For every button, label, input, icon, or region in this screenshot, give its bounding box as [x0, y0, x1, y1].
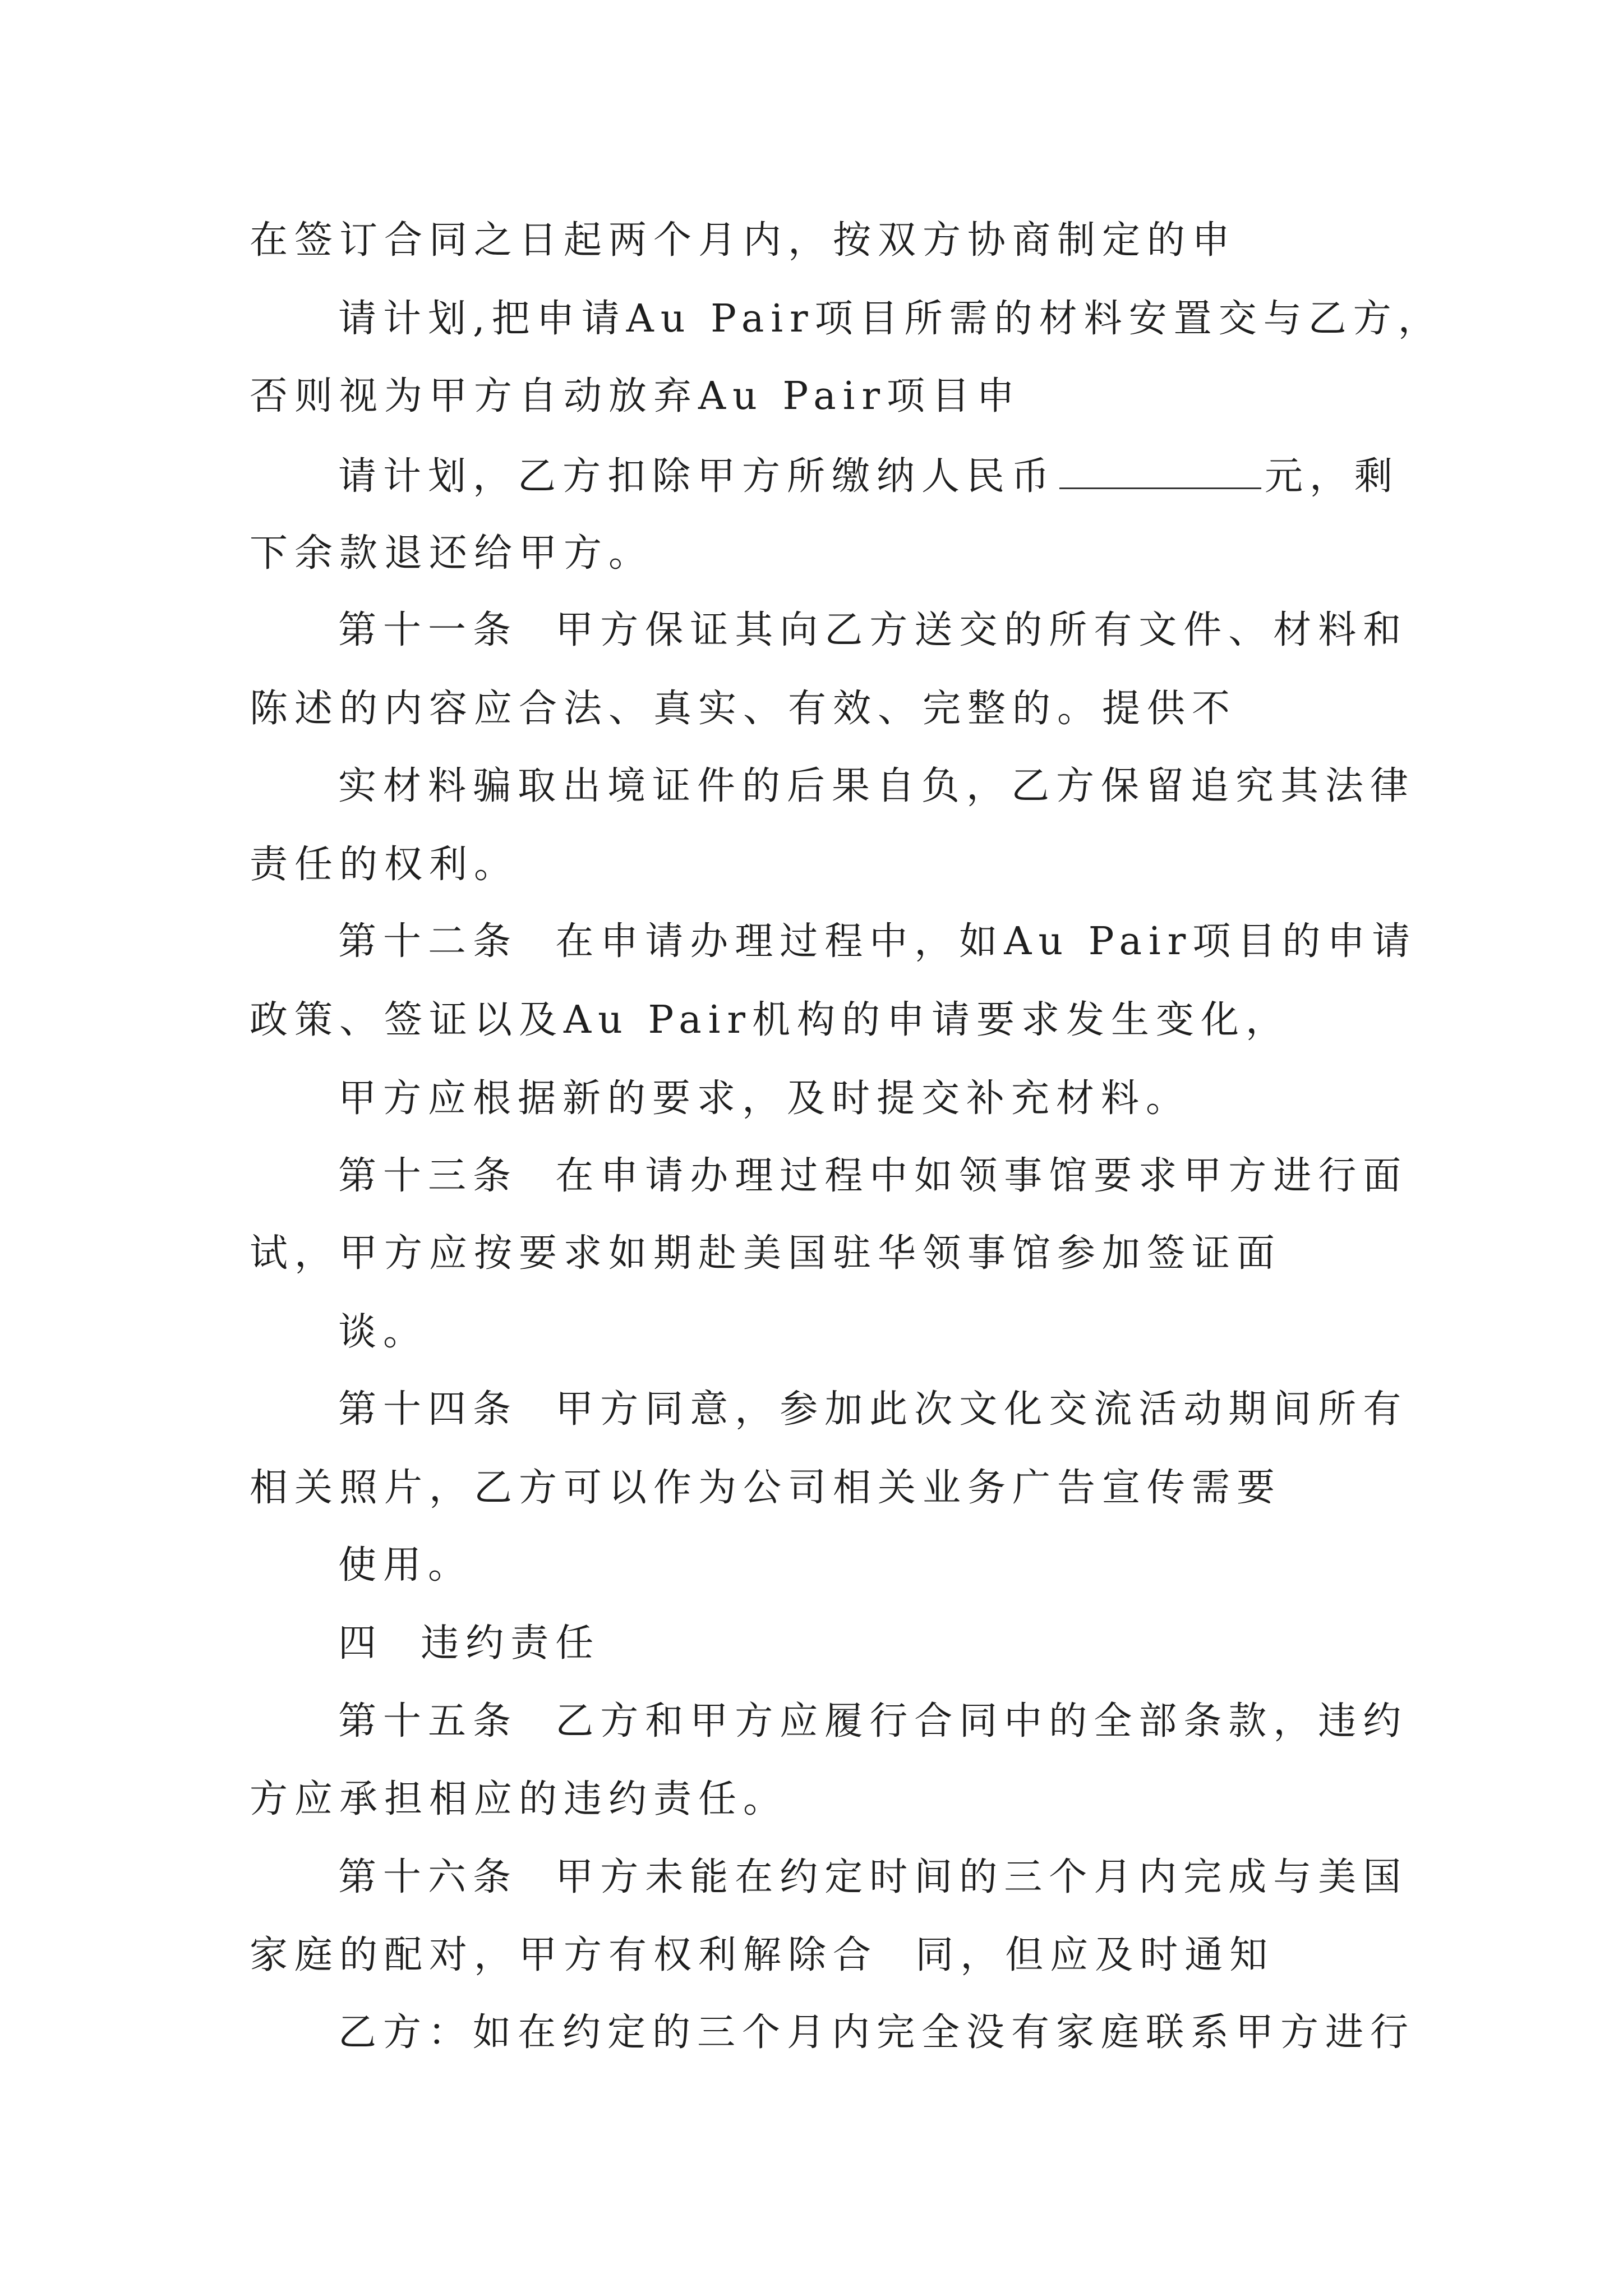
text-line-14 — [250, 1231, 1282, 1276]
text-line-17 — [250, 1466, 1282, 1510]
line-text: 第十六条 甲方未能在约定时间的三个月内完成与美国 — [338, 1855, 1408, 1899]
text-line-16 — [338, 1387, 1408, 1432]
line-text: 陈述的内容应合法、真实、有效、完整的。提供不 — [250, 687, 1237, 731]
section-heading — [338, 1621, 601, 1665]
text-line-10 — [338, 919, 1417, 964]
line-text: 第十五条 乙方和甲方应履行合同中的全部条款，违约 — [338, 1699, 1408, 1743]
line-text: 使用。 — [338, 1543, 473, 1588]
line-text: 政策、签证以及Au Pair机构的申请要求发生变化， — [250, 998, 1291, 1042]
text-line-18 — [338, 1543, 473, 1588]
line-text: 第十一条 甲方保证其向乙方送交的所有文件、材料和 — [338, 608, 1408, 652]
line-text: 家庭的配对，甲方有权利解除合 同，但应及时通知 — [250, 1933, 1275, 1977]
text-line-9 — [250, 843, 519, 887]
line-text: 请计划，乙方扣除甲方所缴纳人民币 — [338, 454, 1057, 499]
text-line-5 — [250, 531, 654, 576]
line-text: 元，剩 — [1265, 454, 1400, 499]
line-text: 第十二条 在申请办理过程中，如Au Pair项目的申请 — [338, 919, 1417, 964]
line-text: 四 违约责任 — [338, 1621, 601, 1665]
text-line-2 — [338, 297, 1443, 341]
line-text: 请计划,把申请Au Pair项目所需的材料安置交与乙方， — [338, 297, 1443, 341]
text-line-22 — [250, 1933, 1275, 1977]
fill-in-blank — [1059, 456, 1261, 489]
text-line-3 — [250, 374, 1022, 418]
text-line-21 — [338, 1855, 1408, 1899]
text-line-1 — [250, 218, 1237, 263]
line-text: 乙方：如在约定的三个月内完全没有家庭联系甲方进行 — [338, 2010, 1415, 2055]
line-text: 试，甲方应按要求如期赴美国驻华领事馆参加签证面 — [250, 1231, 1282, 1276]
line-text: 甲方应根据新的要求，及时提交补充材料。 — [338, 1076, 1191, 1121]
text-line-13 — [338, 1154, 1408, 1198]
text-line-6 — [338, 608, 1408, 652]
line-text: 下余款退还给甲方。 — [250, 531, 654, 576]
line-text: 否则视为甲方自动放弃Au Pair项目申 — [250, 374, 1022, 418]
line-text: 第十三条 在申请办理过程中如领事馆要求甲方进行面 — [338, 1154, 1408, 1198]
line-text: 在签订合同之日起两个月内，按双方协商制定的申 — [250, 218, 1237, 263]
line-text: 相关照片，乙方可以作为公司相关业务广告宣传需要 — [250, 1466, 1282, 1510]
line-text: 第十四条 甲方同意，参加此次文化交流活动期间所有 — [338, 1387, 1408, 1432]
text-line-23 — [338, 2010, 1415, 2055]
text-line-7 — [250, 687, 1237, 731]
line-text: 方应承担相应的违约责任。 — [250, 1777, 789, 1821]
text-line-4 — [338, 454, 1400, 499]
text-line-11 — [250, 998, 1291, 1042]
text-line-8 — [338, 764, 1415, 808]
line-text: 实材料骗取出境证件的后果自负，乙方保留追究其法律 — [338, 764, 1415, 808]
line-text: 责任的权利。 — [250, 843, 519, 887]
line-text: 谈。 — [338, 1310, 428, 1354]
text-line-20 — [250, 1777, 789, 1821]
text-line-19 — [338, 1699, 1408, 1743]
text-line-15 — [338, 1310, 428, 1354]
text-line-12 — [338, 1076, 1191, 1121]
